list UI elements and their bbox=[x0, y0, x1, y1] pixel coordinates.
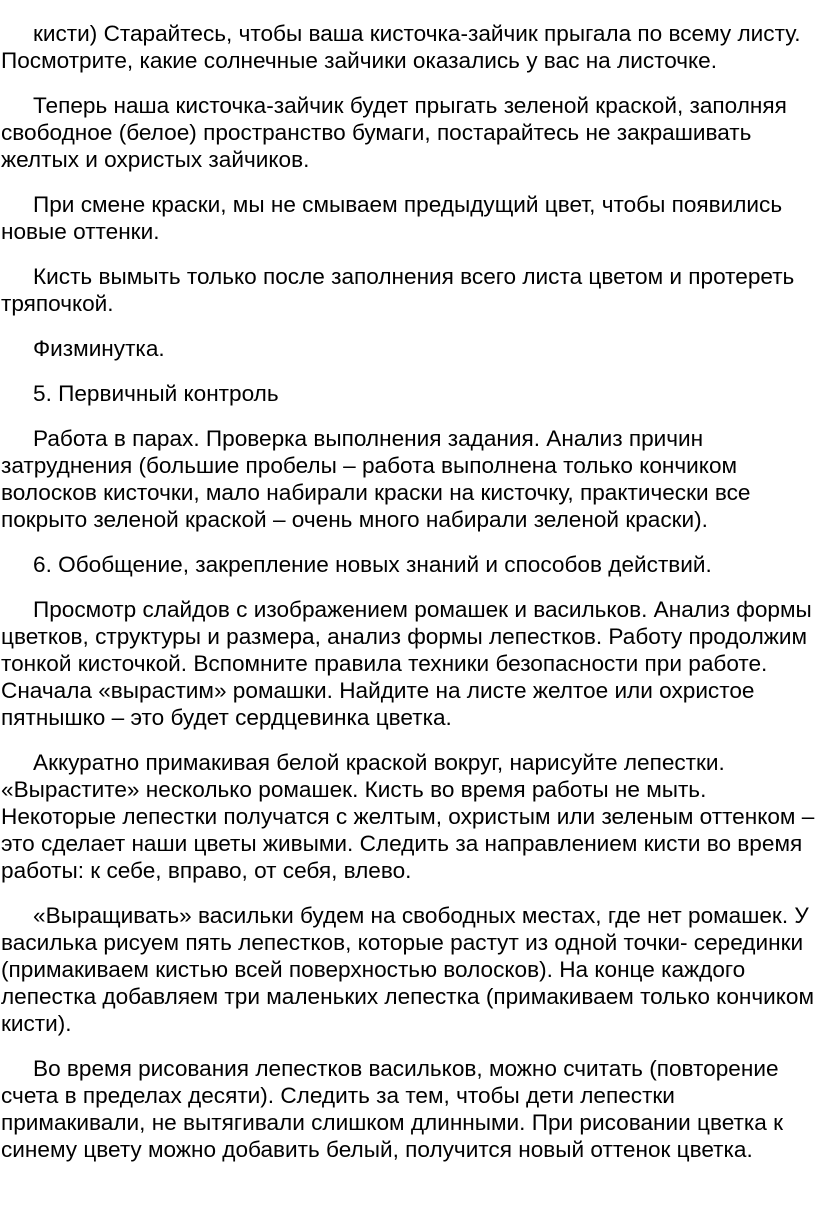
section-heading-primary-control: 5. Первичный контроль bbox=[33, 381, 279, 406]
paragraph-pair-work: Работа в парах. Проверка выполнения задания. Анализ причин затруднения (большие пробелы – работа выполнена только кончиком волосков кисточки, мало набирали краски на кисточку, практически все покрыто зеленой краской – очень много набирали зеленой краски). bbox=[1, 426, 751, 532]
document-page bbox=[0, 20, 816, 1181]
paragraph-color-change: При смене краски, мы не смываем предыдущий цвет, чтобы появились новые оттенки. bbox=[1, 192, 783, 244]
paragraph-cornflowers: «Выращивать» васильки будем на свободных местах, где нет ромашек. У василька рисуем пять лепестков, которые растут из одной точки- серединки (примакиваем кистью всей поверхностью волосков). На конце каждого лепестка добавляем три маленьких лепестка (примакиваем только кончиком кисти). bbox=[1, 903, 814, 1036]
paragraph-slides-review: Просмотр слайдов с изображением ромашек и васильков. Анализ формы цветков, структуры и размера, анализ формы лепестков. Работу продолжим тонкой кисточкой. Вспомните правила техники безопасности при работе. Сначала «вырастим» ромашки. Найдите на листе желтое или охристое пятнышко – это будет сердцевинка цветка. bbox=[1, 597, 812, 730]
paragraph-daisy-petals: Аккуратно примакивая белой краской вокруг, нарисуйте лепестки. «Вырастите» несколько ромашек. Кисть во время работы не мыть. Некоторые лепестки получатся с желтым, охристым или зеленым оттенком – это сделает наши цветы живыми. Следить за направлением кисти во время работы: к себе, вправо, от себя, влево. bbox=[1, 750, 815, 883]
paragraph-physical-break: Физминутка. bbox=[33, 336, 165, 361]
paragraph-green-paint: Теперь наша кисточка-зайчик будет прыгать зеленой краской, заполняя свободное (белое) пространство бумаги, постарайтесь не закрашивать желтых и охристых зайчиков. bbox=[1, 93, 787, 172]
paragraph-counting-petals: Во время рисования лепестков васильков, можно считать (повторение счета в пределах десяти). Следить за тем, чтобы дети лепестки примакивали, не вытягивали слишком длинными. При рисовании цветка к синему цвету можно добавить белый, получится новый оттенок цветка. bbox=[1, 1056, 784, 1162]
section-heading-generalization: 6. Обобщение, закрепление новых знаний и способов действий. bbox=[33, 552, 712, 577]
paragraph-wash-brush: Кисть вымыть только после заполнения всего листа цветом и протереть тряпочкой. bbox=[1, 264, 795, 316]
paragraph-brush-bunny-jumps: кисти) Старайтесь, чтобы ваша кисточка-зайчик прыгала по всему листу. Посмотрите, какие солнечные зайчики оказались у вас на листочке. bbox=[1, 21, 801, 73]
